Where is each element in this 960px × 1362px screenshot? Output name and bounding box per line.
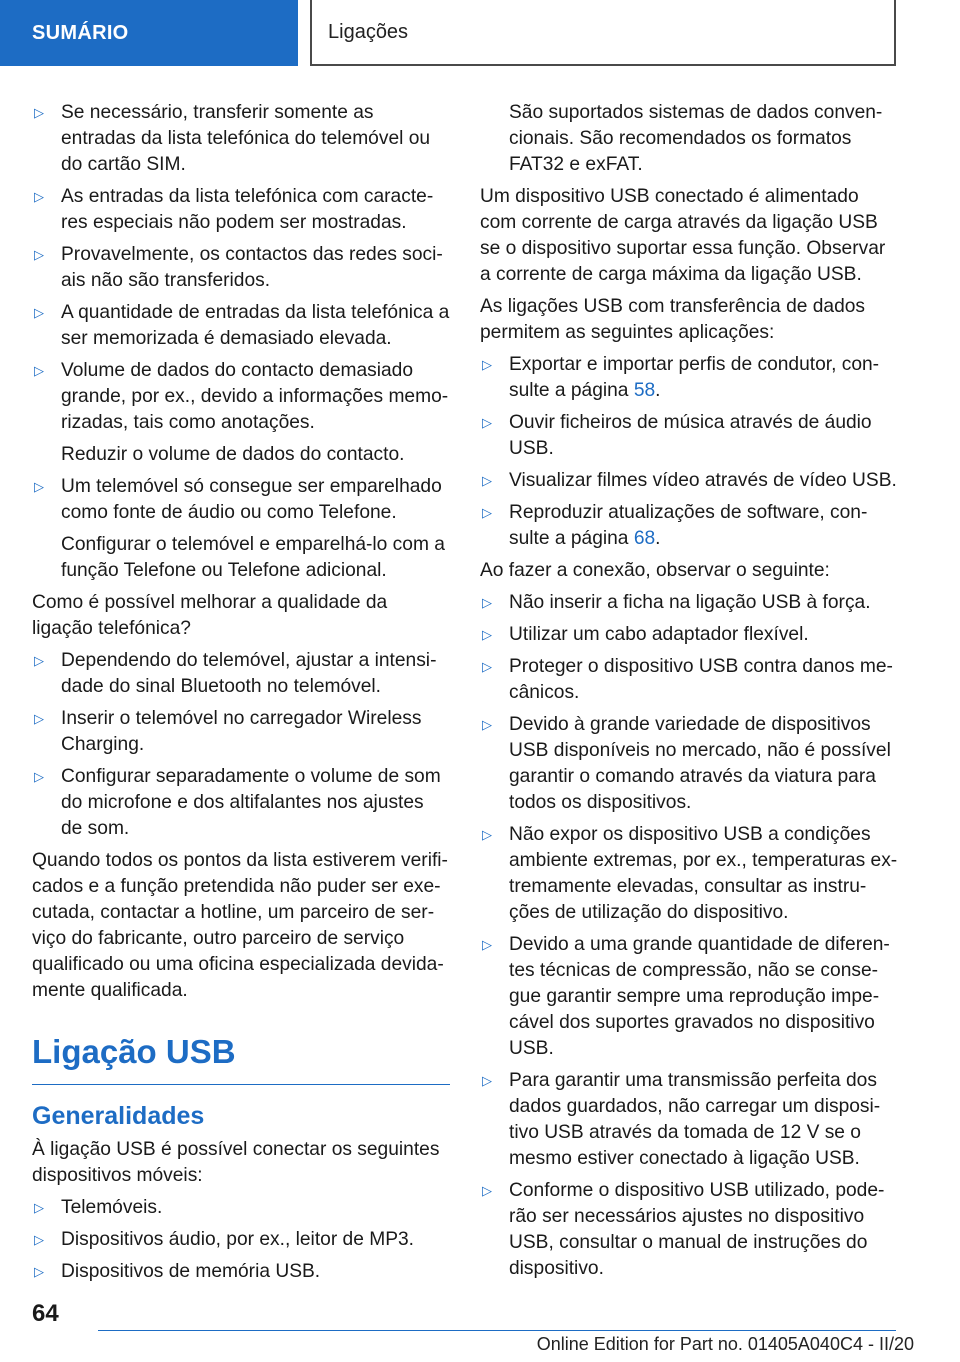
list-item: ▷ Volume de dados do contacto demasiado grande, por ex., devido a informações memo-rizadas, tais como anotações. Reduzir o volume de dados do contacto.	[32, 358, 450, 468]
left-column	[32, 100, 450, 1291]
list-item: ▷ Configurar separadamente o volume de som do microfone e dos altifalantes nos ajustes de som.	[34, 766, 441, 839]
list-item: ▷ Utilizar um cabo adaptador flexível.	[480, 622, 898, 648]
triangle-bullet-icon: ▷	[482, 415, 492, 430]
list-item: ▷ As entradas da lista telefónica com caracte-res especiais não podem ser mostradas.	[34, 186, 434, 233]
footer-divider	[98, 1330, 896, 1331]
bullet-list	[480, 590, 898, 1282]
triangle-bullet-icon: ▷	[482, 937, 492, 952]
triangle-bullet-icon: ▷	[482, 659, 492, 674]
triangle-bullet-icon: ▷	[482, 717, 492, 732]
subsection-heading: Generalidades	[32, 1102, 205, 1130]
page-link-58[interactable]: 58	[633, 380, 656, 401]
bullet-list	[480, 352, 898, 552]
chapter-tab[interactable]: Ligações	[310, 0, 896, 66]
triangle-bullet-icon: ▷	[34, 305, 44, 320]
list-item: ▷ Visualizar filmes vídeo através de vídeo USB.	[480, 468, 898, 494]
list-item: ▷ Dispositivos áudio, por ex., leitor de MP3.	[32, 1227, 450, 1253]
triangle-bullet-icon: ▷	[34, 653, 44, 668]
list-item: ▷ Devido à grande variedade de dispositivos USB disponíveis no mercado, não é possível garantir o comando através da viatura para todos os dispositivos.	[482, 714, 891, 813]
list-item: ▷ Devido a uma grande quantidade de diferen-tes técnicas de compressão, não se conse-gue garantir sempre uma reprodução impe-cável dos suportes gravados no dispositivo USB.	[482, 934, 890, 1059]
triangle-bullet-icon: ▷	[482, 357, 492, 372]
triangle-bullet-icon: ▷	[34, 769, 44, 784]
page-header	[0, 0, 960, 66]
list-item-note: Configurar o telemóvel e emparelhá-lo com a função Telefone ou Telefone adicional.	[61, 534, 445, 581]
list-item: ▷ Reproduzir atualizações de software, con-sulte a página 68.	[482, 502, 868, 549]
triangle-bullet-icon: ▷	[34, 1264, 44, 1279]
triangle-bullet-icon: ▷	[482, 827, 492, 842]
bullet-list	[32, 1195, 450, 1285]
triangle-bullet-icon: ▷	[34, 1200, 44, 1215]
triangle-bullet-icon: ▷	[34, 105, 44, 120]
triangle-bullet-icon: ▷	[482, 595, 492, 610]
triangle-bullet-icon: ▷	[34, 479, 44, 494]
list-item: ▷ Dependendo do telemóvel, ajustar a intensi-dade do sinal Bluetooth no telemóvel.	[34, 650, 437, 697]
summary-tab[interactable]: SUMÁRIO	[0, 0, 298, 66]
bullet-list	[32, 648, 450, 842]
list-item: ▷ Dispositivos de memória USB.	[32, 1259, 450, 1285]
triangle-bullet-icon: ▷	[482, 473, 492, 488]
list-item: ▷ Conforme o dispositivo USB utilizado, pode-rão ser necessários ajustes no dispositivo USB, consultar o manual de instruções do dispositivo.	[482, 1180, 885, 1279]
triangle-bullet-icon: ▷	[34, 189, 44, 204]
list-item: ▷ Provavelmente, os contactos das redes soci-ais não são transferidos.	[34, 244, 443, 291]
list-item: ▷ Se necessário, transferir somente as entradas da lista telefónica do telemóvel ou do cartão SIM.	[34, 102, 431, 175]
triangle-bullet-icon: ▷	[34, 1232, 44, 1247]
list-item-continuation: São suportados sistemas de dados conven-cionais. São recomendados os formatos FAT32 e exFAT.	[509, 102, 883, 175]
page-link-68[interactable]: 68	[633, 528, 656, 549]
triangle-bullet-icon: ▷	[482, 505, 492, 520]
paragraph: À ligação USB é possível conectar os seguintes dispositivos móveis:	[32, 1139, 440, 1186]
triangle-bullet-icon: ▷	[482, 1073, 492, 1088]
triangle-bullet-icon: ▷	[34, 247, 44, 262]
edition-note: Online Edition for Part no. 01405A040C4 - II/20	[536, 1334, 914, 1354]
section-heading: Ligação USB	[32, 1032, 450, 1085]
list-item: ▷ Ouvir ficheiros de música através de áudio USB.	[482, 412, 872, 459]
paragraph: Um dispositivo USB conectado é alimentado com corrente de carga através da ligação USB se o dispositivo suportar essa função. Observar a corrente de carga máxima da ligação USB.	[480, 186, 886, 285]
page-number: 64	[32, 1300, 59, 1327]
list-item: ▷ Telemóveis.	[32, 1195, 450, 1221]
list-item: ▷ Não expor os dispositivo USB a condições ambiente extremas, por ex., temperaturas ex-tremamente elevadas, consultar as instru-ções de utilização do dispositivo.	[482, 824, 898, 923]
list-item: ▷ Inserir o telemóvel no carregador Wireless Charging.	[34, 708, 422, 755]
triangle-bullet-icon: ▷	[34, 711, 44, 726]
triangle-bullet-icon: ▷	[482, 627, 492, 642]
list-item-note: Reduzir o volume de dados do contacto.	[61, 444, 405, 465]
list-item: ▷ Um telemóvel só consegue ser emparelhado como fonte de áudio ou como Telefone. Configurar o telemóvel e emparelhá-lo com a função Telefone ou Telefone adicional.	[32, 474, 450, 584]
paragraph: Quando todos os pontos da lista estiverem verifi-cados e a função pretendida não puder ser exe-cutada, contactar a hotline, um parceiro de ser-viço do fabricante, outro parceiro de serviço qualificado ou uma oficina especializada devida-mente qualificada.	[32, 850, 448, 1001]
list-item: ▷ A quantidade de entradas da lista telefónica a ser memorizada é demasiado elevada.	[34, 302, 450, 349]
paragraph: Ao fazer a conexão, observar o seguinte:	[480, 560, 830, 581]
paragraph: As ligações USB com transferência de dados permitem as seguintes aplicações:	[480, 296, 866, 343]
list-item: ▷ Não inserir a ficha na ligação USB à força.	[480, 590, 898, 616]
paragraph: Como é possível melhorar a qualidade da ligação telefónica?	[32, 592, 388, 639]
bullet-list	[32, 100, 450, 584]
right-column	[480, 100, 898, 1288]
list-item: ▷ Para garantir uma transmissão perfeita dos dados guardados, não carregar um disposi-tivo USB através da tomada de 12 V se o mesmo estiver conectado à ligação USB.	[482, 1070, 881, 1169]
triangle-bullet-icon: ▷	[34, 363, 44, 378]
list-item: ▷ Proteger o dispositivo USB contra danos me-cânicos.	[482, 656, 893, 703]
list-item: ▷ Exportar e importar perfis de condutor, con-sulte a página 58.	[482, 354, 880, 401]
triangle-bullet-icon: ▷	[482, 1183, 492, 1198]
